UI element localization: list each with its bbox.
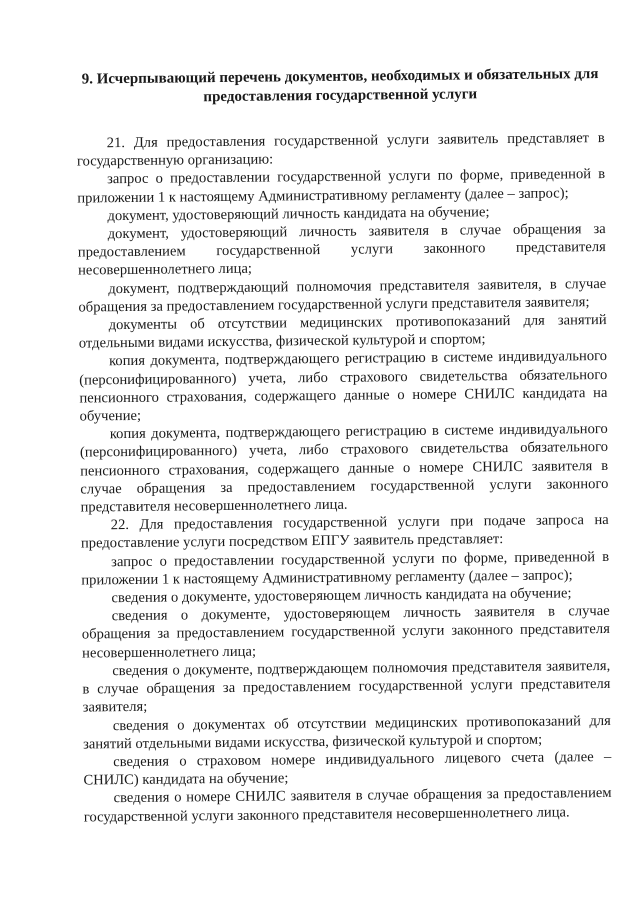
list-item-snils-candidate-copy: копия документа, подтверждающего регистрацию в системе индивидуального (персонифицированного) учета, либо страхового свидетельства обязательного пенсионного страхования, содержащего данные о номере СНИЛС кандидата на обучение; — [79, 348, 608, 425]
list-item-request-form: запрос о предоставлении государственной услуги по форме, приведенной в приложении 1 к настоящему Административному регламенту (далее – запрос); — [77, 166, 606, 207]
list-item-candidate-id: документ, удостоверяющий личность кандидата на обучение; — [107, 204, 490, 225]
list-item-representative-authority: документ, подтверждающий полномочия представителя заявителя, в случае обращения за предоставлением государственной услуги представителя заявителя; — [78, 275, 607, 316]
list-item-epgu-applicant-id: сведения о документе, удостоверяющем личность заявителя в случае обращения за предоставлением государственной услуги законного представителя несовершеннолетнего лица; — [81, 603, 610, 662]
section-heading: 9. Исчерпывающий перечень документов, необходимых и обязательных для предоставления государственной услуги — [81, 66, 599, 106]
list-item-epgu-representative-authority: сведения о документе, подтверждающем полномочия представителя заявителя, в случае обращения за предоставлением государственной услуги представителя заявителя; — [82, 657, 611, 716]
list-item-snils-applicant-copy: копия документа, подтверждающего регистрацию в системе индивидуального (персонифицированного) учета, либо страхового свидетельства обязательного пенсионного страхования, содержащего данные о номере СНИЛС заявителя в случае обращения за предоставлением государственной услуги законного представителя несовершеннолетнего лица. — [79, 421, 609, 516]
paragraph-22-intro: 22. Для предоставления государственной услуги при подаче запроса на предоставление услуги посредством ЕПГУ заявитель представляет: — [80, 512, 609, 552]
list-item-medical-documents: документы об отсутствии медицинских противопоказаний для занятий отдельными видами искусства, физической культурой и спортом; — [78, 312, 607, 352]
list-item-epgu-snils-candidate: сведения о страховом номере индивидуального лицевого счета (далее – СНИЛС) кандидата на обучение; — [83, 748, 612, 789]
list-item-epgu-request-form: запрос о предоставлении государственной услуги по форме, приведенной в приложении 1 к настоящему Административному регламенту (далее – запрос); — [81, 548, 610, 589]
list-item-epgu-medical-documents: сведения о документах об отсутствии медицинских противопоказаний для занятий отдельными видами искусства, физической культурой и спортом; — [82, 712, 611, 753]
list-item-epgu-candidate-id: сведения о документе, удостоверяющем личность кандидата на обучение; — [111, 585, 572, 607]
list-item-applicant-id: документ, удостоверяющий личность заявителя в случае обращения за предоставлением государственной услуги законного представителя несовершеннолетнего лица; — [77, 221, 606, 279]
list-item-epgu-snils-applicant: сведения о номере СНИЛС заявителя в случае обращения за предоставлением государственной услуги законного представителя несовершеннолетнего лица. — [83, 785, 612, 826]
paragraph-21-intro: 21. Для предоставления государственной услуги заявитель представляет в государственную организацию: — [76, 130, 605, 170]
